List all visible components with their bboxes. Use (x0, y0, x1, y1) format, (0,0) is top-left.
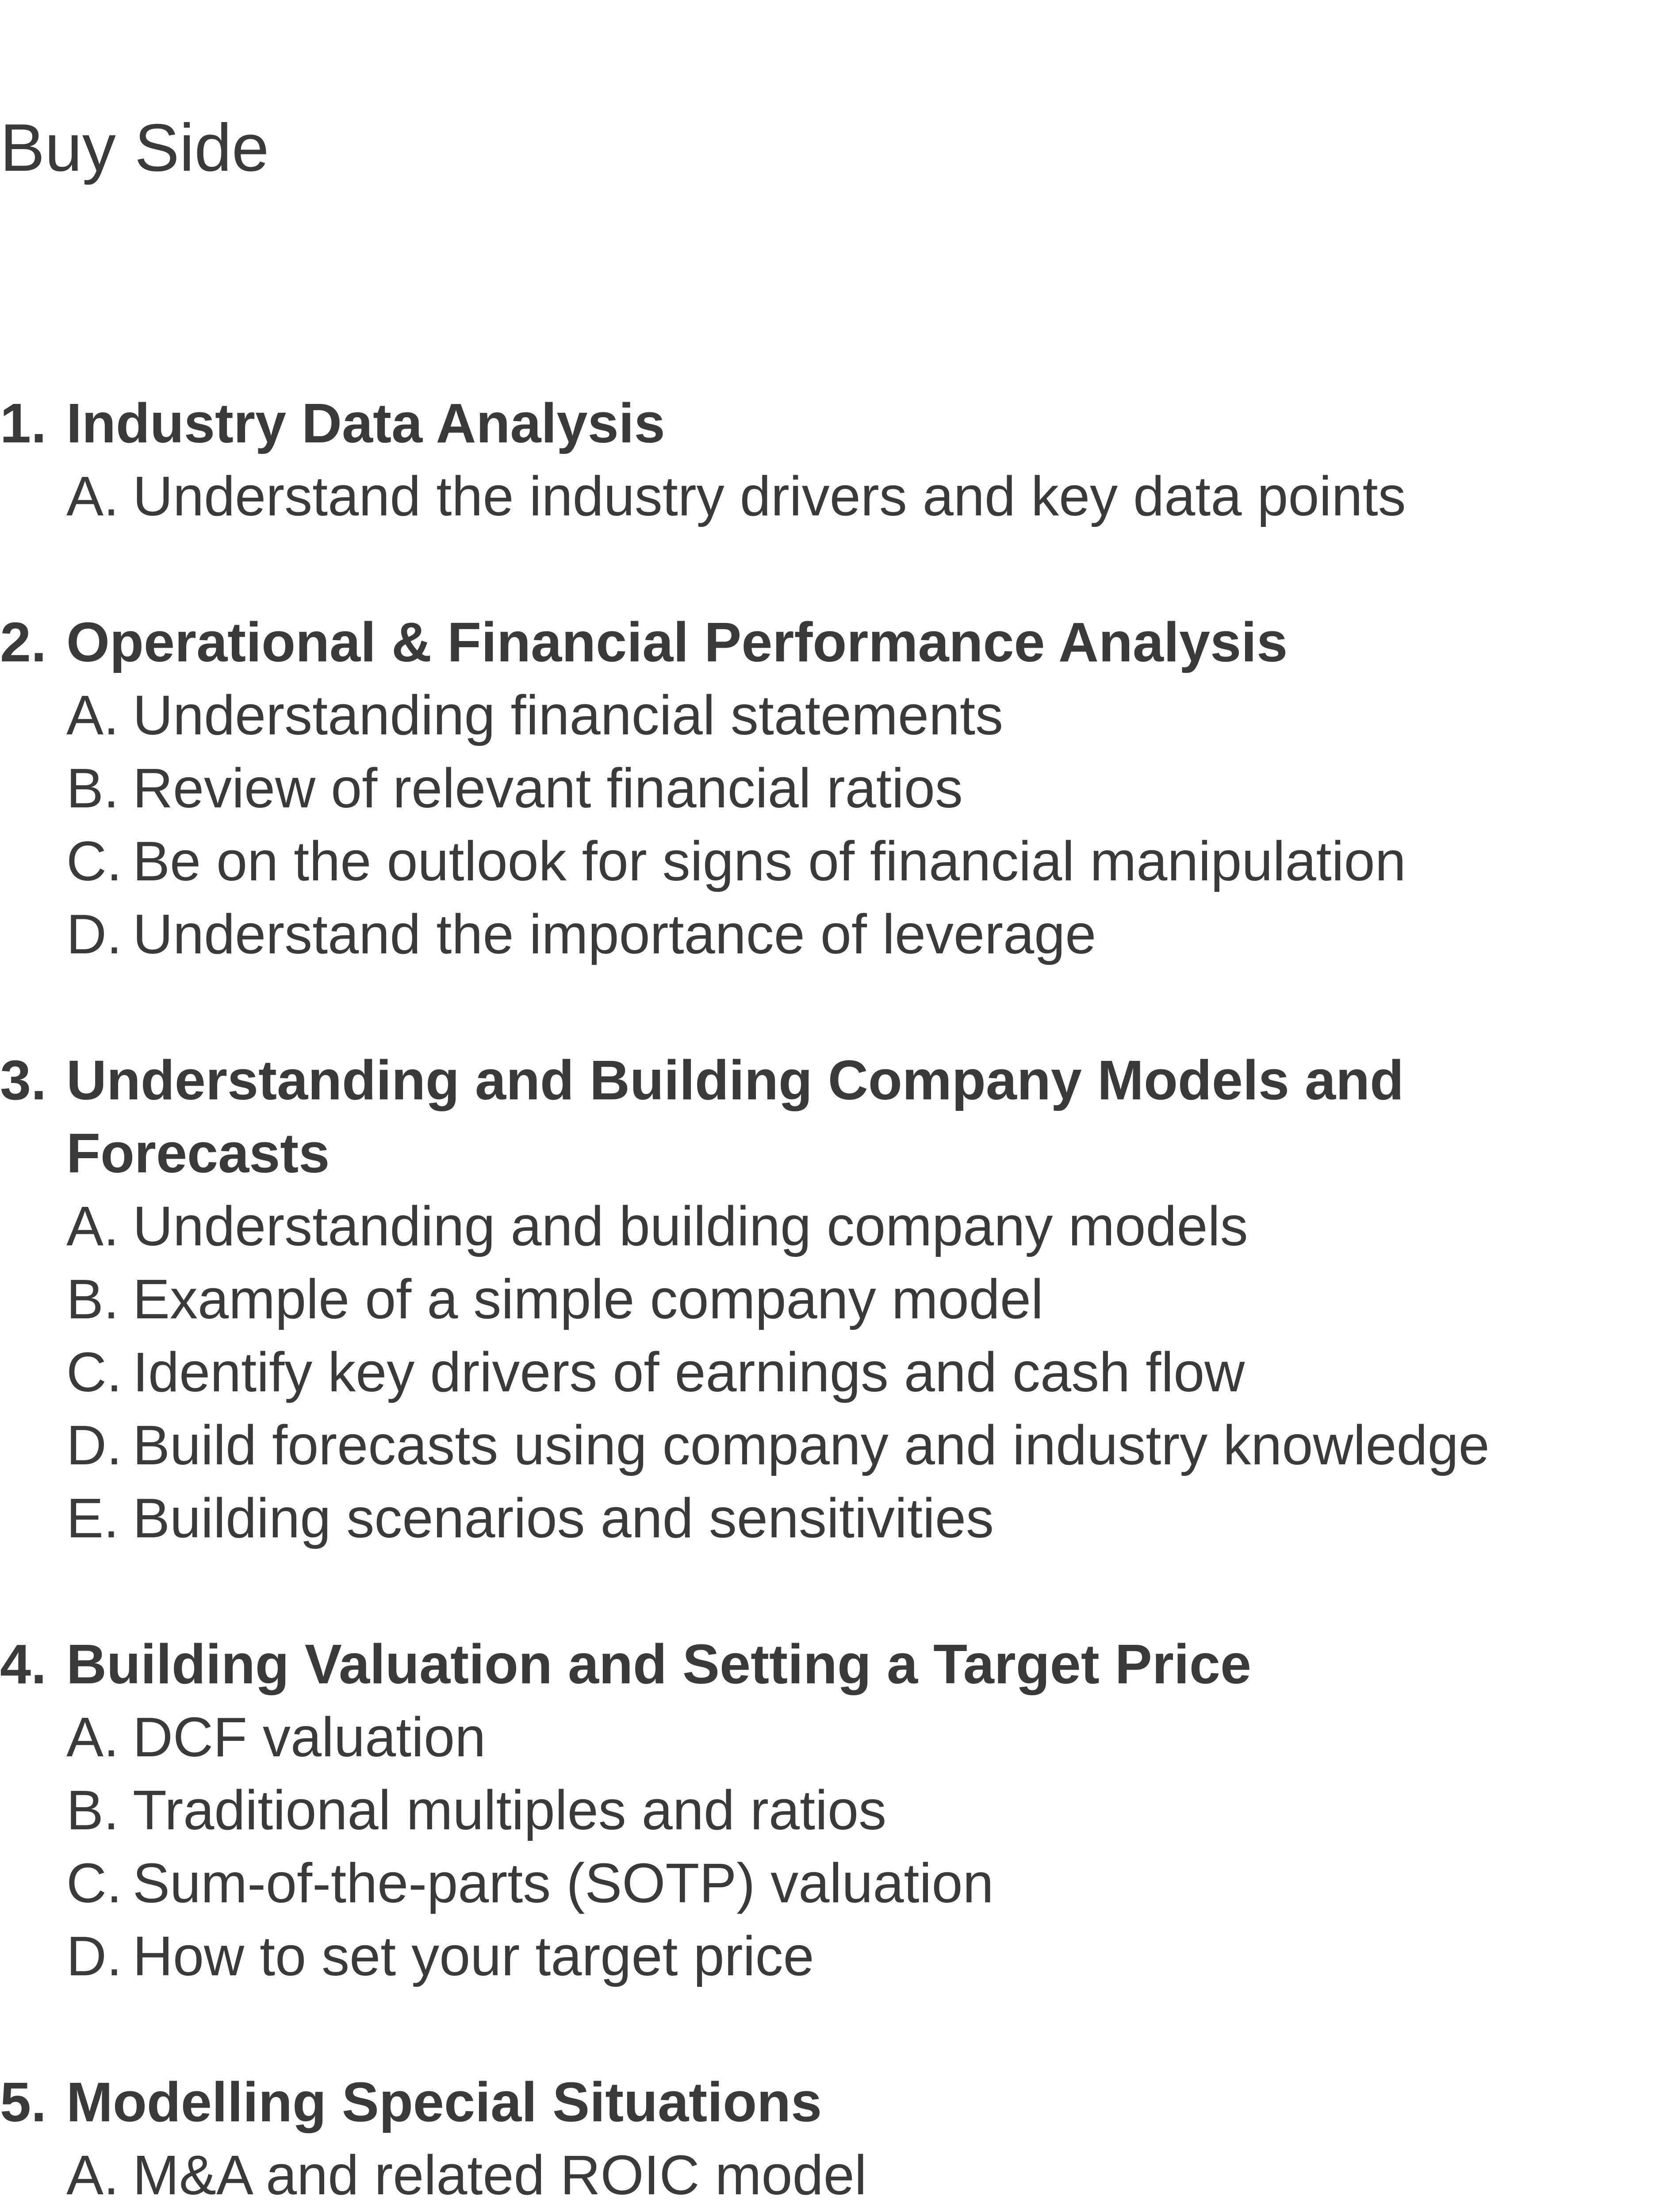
section-heading (0, 387, 1667, 460)
item-text: M&A and related ROIC model (133, 2144, 867, 2206)
list-item (0, 1409, 1667, 1482)
item-text: Building scenarios and sensitivities (133, 1487, 994, 1549)
section-number: 5. (0, 2071, 47, 2133)
list-item (0, 1190, 1667, 1263)
item-text: Sum-of-the-parts (SOTP) valuation (133, 1852, 994, 1914)
section-items (0, 679, 1667, 971)
outline-section (0, 1044, 1667, 1555)
document-title: Buy Side (0, 110, 269, 185)
list-item (0, 1847, 1667, 1920)
item-text: Understanding financial statements (133, 684, 1004, 746)
list-item (0, 1920, 1667, 1993)
section-title: Industry Data Analysis (66, 392, 665, 454)
item-text: Review of relevant financial ratios (133, 757, 963, 819)
list-item (0, 1263, 1667, 1336)
item-text: Understand the importance of leverage (133, 903, 1096, 965)
list-item (0, 752, 1667, 825)
outline-section (0, 2066, 1667, 2212)
item-letter: B. (66, 757, 119, 819)
item-text: Build forecasts using company and industry knowledge (133, 1414, 1490, 1476)
section-items (0, 2139, 1667, 2212)
list-item (0, 1336, 1667, 1409)
item-letter: A. (66, 684, 119, 746)
section-number: 2. (0, 611, 47, 673)
section-title: Operational & Financial Performance Analysis (66, 611, 1288, 673)
item-letter: C. (66, 830, 122, 892)
item-text: DCF valuation (133, 1706, 486, 1768)
item-letter: B. (66, 1779, 119, 1841)
item-letter: D. (66, 1925, 122, 1987)
section-title: Understanding and Building Company Models and Forecasts (66, 1049, 1404, 1184)
list-item (0, 825, 1667, 898)
section-heading (0, 1628, 1667, 1701)
item-letter: D. (66, 903, 122, 965)
item-letter: A. (66, 2144, 119, 2206)
item-letter: E. (66, 1487, 119, 1549)
section-heading (0, 606, 1667, 679)
item-text: Traditional multiples and ratios (133, 1779, 887, 1841)
section-items (0, 1190, 1667, 1555)
item-text: Understand the industry drivers and key data points (133, 465, 1406, 527)
item-letter: B. (66, 1268, 119, 1330)
item-text: How to set your target price (133, 1925, 814, 1987)
section-items (0, 460, 1667, 533)
item-letter: A. (66, 1706, 119, 1768)
item-text: Understanding and building company models (133, 1195, 1248, 1257)
section-number: 3. (0, 1049, 47, 1111)
list-item (0, 679, 1667, 752)
item-letter: D. (66, 1414, 122, 1476)
outline-list (0, 387, 1667, 2212)
section-title: Modelling Special Situations (66, 2071, 822, 2133)
item-letter: A. (66, 1195, 119, 1257)
item-letter: A. (66, 465, 119, 527)
item-letter: C. (66, 1341, 122, 1403)
list-item (0, 460, 1667, 533)
item-text: Identify key drivers of earnings and cash flow (133, 1341, 1245, 1403)
outline-section (0, 387, 1667, 533)
section-heading (0, 2066, 1667, 2139)
section-heading (0, 1044, 1667, 1190)
section-number: 1. (0, 392, 47, 454)
item-letter: C. (66, 1852, 122, 1914)
list-item (0, 1482, 1667, 1555)
list-item (0, 1774, 1667, 1847)
item-text: Example of a simple company model (133, 1268, 1043, 1330)
section-title: Building Valuation and Setting a Target Price (66, 1633, 1252, 1695)
list-item (0, 898, 1667, 971)
section-items (0, 1701, 1667, 1993)
outline-section (0, 606, 1667, 971)
section-number: 4. (0, 1633, 47, 1695)
item-text: Be on the outlook for signs of financial manipulation (133, 830, 1406, 892)
list-item (0, 2139, 1667, 2212)
outline-section (0, 1628, 1667, 1993)
list-item (0, 1701, 1667, 1774)
